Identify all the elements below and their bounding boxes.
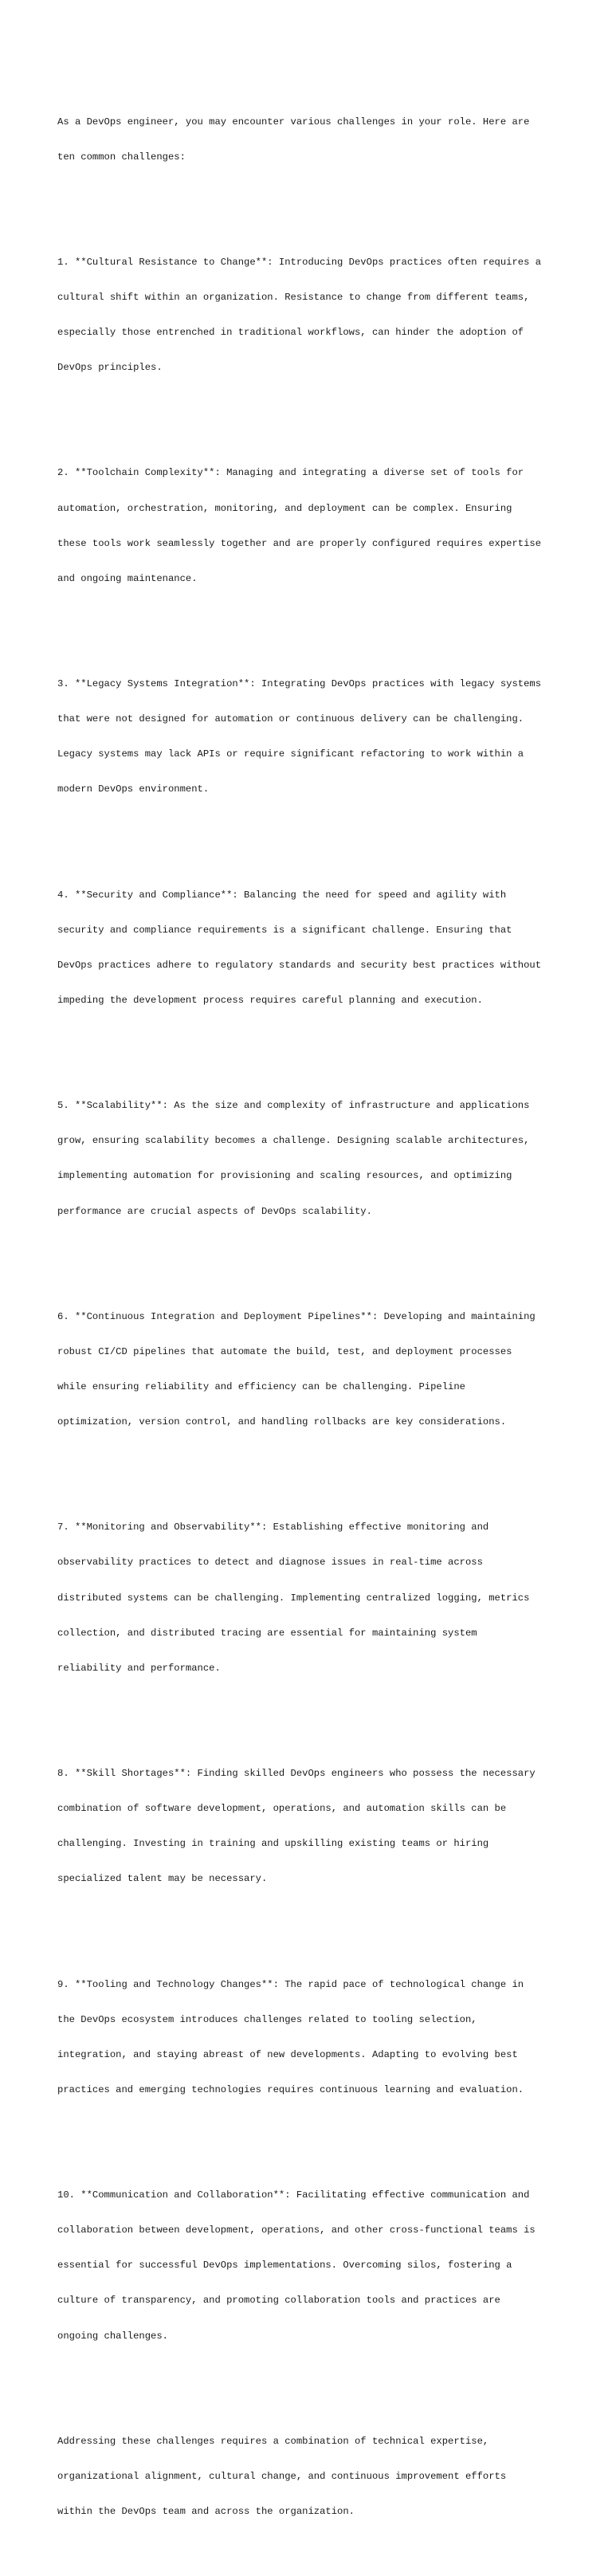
text-line: 10. **Communication and Collaboration**: Facilitating effective communication and xyxy=(57,2189,530,2201)
text-line: performance are crucial aspects of DevOps scalability. xyxy=(57,1205,372,1217)
text-line: 6. **Continuous Integration and Deployment Pipelines**: Developing and maintaining xyxy=(57,1310,536,1322)
text-line: within the DevOps team and across the organization. xyxy=(57,2506,355,2518)
text-line: organizational alignment, cultural change, and continuous improvement efforts xyxy=(57,2470,507,2482)
text-line: DevOps principles. xyxy=(57,362,163,374)
text-line: security and compliance requirements is a significant challenge. Ensuring that xyxy=(57,924,512,936)
text-line: observability practices to detect and diagnose issues in real-time across xyxy=(57,1557,483,1569)
text-line: challenging. Investing in training and upskilling existing teams or hiring xyxy=(57,1838,489,1850)
text-line: these tools work seamlessly together and are properly configured requires expertise xyxy=(57,537,542,549)
challenge-item-6 xyxy=(57,1287,559,1451)
challenge-item-10 xyxy=(57,2166,559,2366)
text-line: 1. **Cultural Resistance to Change**: Introducing DevOps practices often requires a xyxy=(57,256,542,268)
text-line: and ongoing maintenance. xyxy=(57,572,198,584)
text-line: 4. **Security and Compliance**: Balancing the need for speed and agility with xyxy=(57,889,507,901)
text-line: automation, orchestration, monitoring, and deployment can be complex. Ensuring xyxy=(57,502,512,514)
text-line: Addressing these challenges requires a combination of technical expertise, xyxy=(57,2435,489,2447)
text-line: cultural shift within an organization. Resistance to change from different teams, xyxy=(57,292,530,303)
text-line: the DevOps ecosystem introduces challenges related to tooling selection, xyxy=(57,2013,477,2025)
challenge-item-5 xyxy=(57,1077,559,1241)
text-line: distributed systems can be challenging. Implementing centralized logging, metrics xyxy=(57,1592,530,1604)
text-line: especially those entrenched in traditional workflows, can hinder the adoption of xyxy=(57,327,524,339)
challenge-item-9 xyxy=(57,1955,559,2119)
text-line: As a DevOps engineer, you may encounter various challenges in your role. Here are xyxy=(57,116,530,128)
text-line: essential for successful DevOps implementations. Overcoming silos, fostering a xyxy=(57,2260,512,2272)
text-line: that were not designed for automation or continuous delivery can be challenging. xyxy=(57,713,524,725)
text-line: 3. **Legacy Systems Integration**: Integrating DevOps practices with legacy systems xyxy=(57,678,542,690)
document-page xyxy=(57,57,559,2576)
challenge-item-2 xyxy=(57,444,559,608)
challenge-item-4 xyxy=(57,866,559,1030)
text-line: specialized talent may be necessary. xyxy=(57,1873,268,1885)
text-line: 2. **Toolchain Complexity**: Managing and integrating a diverse set of tools for xyxy=(57,467,524,479)
text-line: grow, ensuring scalability becomes a challenge. Designing scalable architectures, xyxy=(57,1135,530,1147)
text-line: 5. **Scalability**: As the size and complexity of infrastructure and applications xyxy=(57,1100,530,1112)
text-line: practices and emerging technologies requires continuous learning and evaluation. xyxy=(57,2083,524,2095)
text-line: 7. **Monitoring and Observability**: Establishing effective monitoring and xyxy=(57,1522,489,1533)
text-line: integration, and staying abreast of new developments. Adapting to evolving best xyxy=(57,2048,518,2060)
text-line: implementing automation for provisioning and scaling resources, and optimizing xyxy=(57,1170,512,1182)
text-line: collection, and distributed tracing are essential for maintaining system xyxy=(57,1627,477,1639)
text-line: Legacy systems may lack APIs or require significant refactoring to work within a xyxy=(57,748,524,760)
text-line: DevOps practices adhere to regulatory standards and security best practices without xyxy=(57,959,542,971)
text-line: 9. **Tooling and Technology Changes**: The rapid pace of technological change in xyxy=(57,1978,524,1990)
challenge-item-7 xyxy=(57,1498,559,1698)
text-line: culture of transparency, and promoting collaboration tools and practices are xyxy=(57,2295,500,2307)
text-line: reliability and performance. xyxy=(57,1662,221,1674)
text-line: ongoing challenges. xyxy=(57,2330,168,2342)
text-line: modern DevOps environment. xyxy=(57,783,210,795)
text-line: optimization, version control, and handling rollbacks are key considerations. xyxy=(57,1416,507,1428)
text-line: collaboration between development, operations, and other cross-functional teams is xyxy=(57,2225,536,2236)
text-line: 8. **Skill Shortages**: Finding skilled DevOps engineers who possess the necessary xyxy=(57,1768,536,1780)
intro-paragraph xyxy=(57,92,559,187)
text-line: impeding the development process requires careful planning and execution. xyxy=(57,994,483,1006)
challenge-item-1 xyxy=(57,234,559,398)
challenge-item-8 xyxy=(57,1745,559,1909)
text-line: robust CI/CD pipelines that automate the build, test, and deployment processes xyxy=(57,1345,512,1357)
conclusion-paragraph xyxy=(57,2412,559,2541)
text-line: combination of software development, operations, and automation skills can be xyxy=(57,1803,507,1815)
text-line: while ensuring reliability and efficiency can be challenging. Pipeline xyxy=(57,1380,465,1392)
text-line: ten common challenges: xyxy=(57,151,186,163)
challenge-item-3 xyxy=(57,655,559,819)
